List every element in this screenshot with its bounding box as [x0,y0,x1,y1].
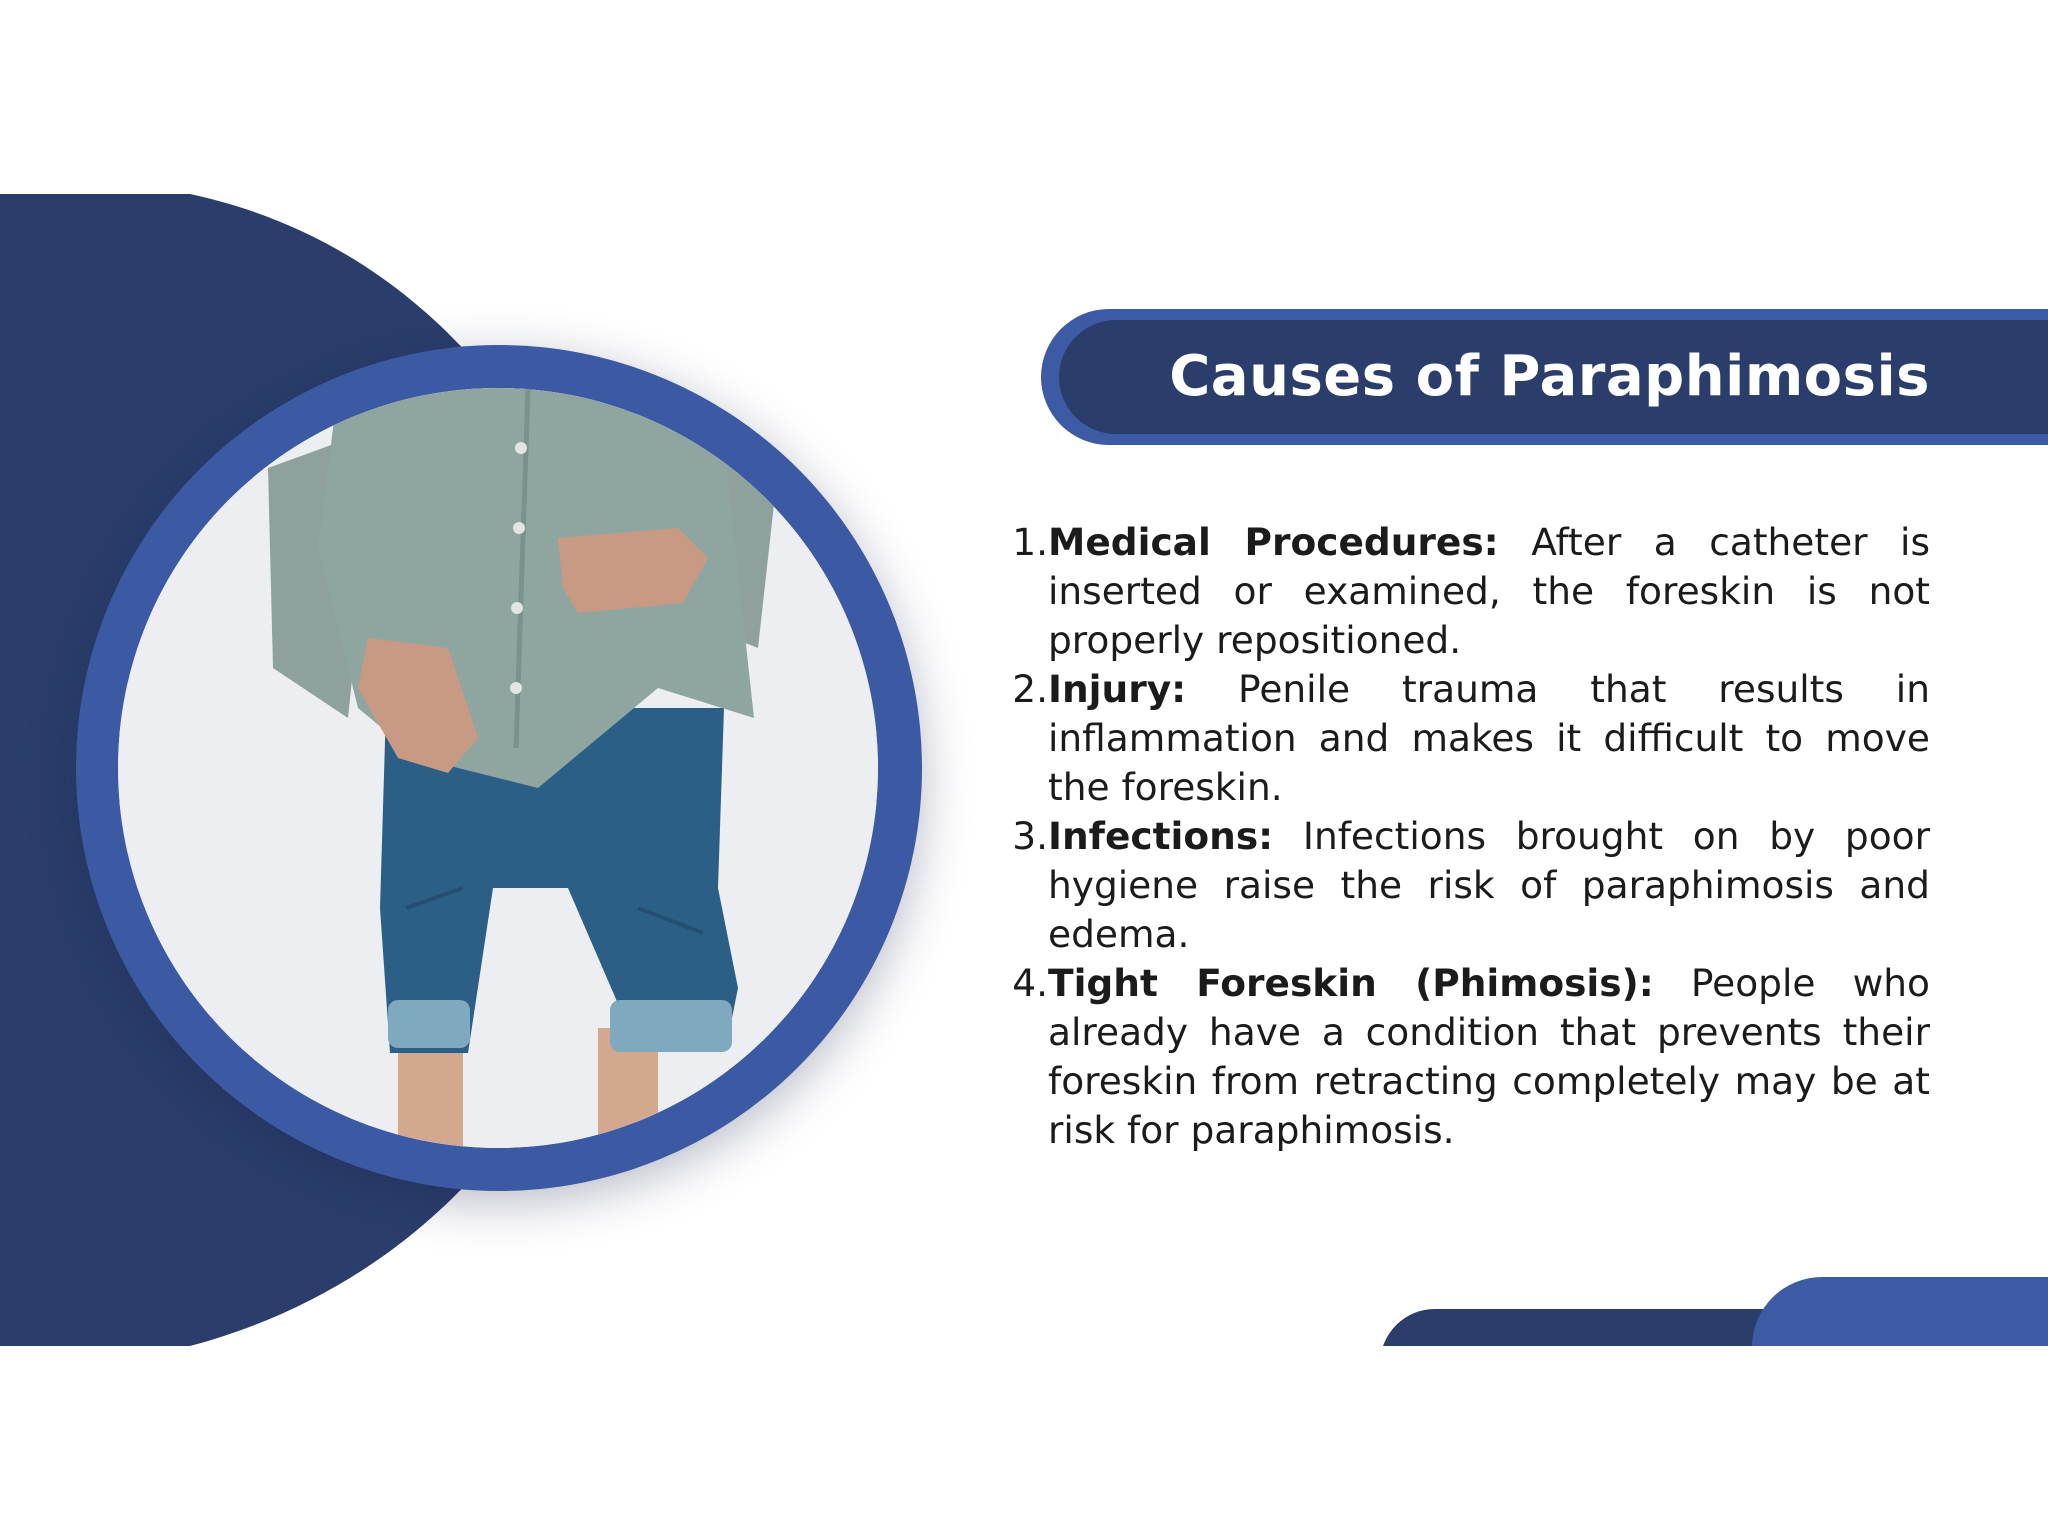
cause-number: 4. [1012,961,1048,1005]
cause-number: 3. [1012,814,1048,858]
cause-label: Tight Foreskin (Phimosis): [1048,961,1654,1005]
cause-text: Infections brought on by poor hygiene raise the risk of paraphimosis and edema. [1048,814,1931,956]
person-illustration [118,388,878,1148]
cause-body [1048,959,1930,1155]
cause-item [1000,959,1930,1155]
slide-title: Causes of Paraphimosis [1169,344,1930,409]
cause-text: After a catheter is inserted or examined, the foreskin is not properly repositioned. [1048,520,1931,662]
cause-item [1000,665,1930,812]
cause-label: Infections: [1048,814,1274,858]
cause-item [1000,812,1930,959]
cause-text: People who already have a condition that prevents their foreskin from retracting completely may be at risk for paraphimosis. [1048,961,1930,1152]
cause-text: Penile trauma that results in inflammation and makes it difficult to move the foreskin. [1048,667,1930,809]
cause-body [1048,518,1930,665]
cause-label: Medical Procedures: [1048,520,1499,564]
slide [0,194,2048,1346]
cause-body [1048,812,1930,959]
causes-list [1000,518,1930,1155]
bottom-accent-blue [1752,1277,2048,1346]
cause-number: 1. [1012,520,1048,564]
cause-item [1000,518,1930,665]
slide-photo [118,388,878,1148]
cause-label: Injury: [1048,667,1187,711]
cause-number: 2. [1012,667,1048,711]
cause-body [1048,665,1930,812]
